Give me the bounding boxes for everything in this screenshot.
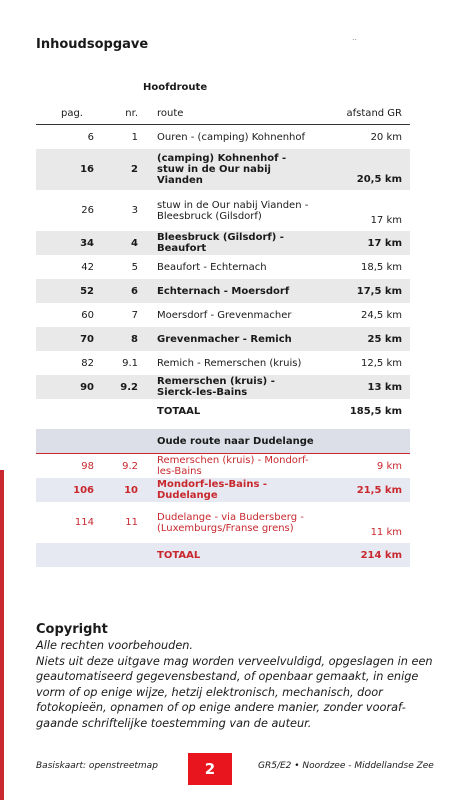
- total-label: TOTAAL: [157, 543, 312, 567]
- row-route: [157, 502, 312, 543]
- table-row[interactable]: [36, 375, 410, 399]
- row-route: [157, 190, 312, 231]
- row-number: 5: [131, 261, 138, 273]
- row-route: Echternach - Moersdorf: [157, 279, 312, 303]
- header-distance: afstand GR: [312, 102, 410, 125]
- row-number: 6: [94, 279, 157, 303]
- row-page: 90: [36, 375, 94, 399]
- row-number: 9.1: [122, 357, 138, 369]
- table-row[interactable]: [36, 255, 410, 279]
- total-row: [36, 399, 410, 423]
- total-label: TOTAAL: [157, 405, 201, 417]
- row-distance: 13 km: [312, 375, 410, 399]
- page-title: Inhoudsopgave: [36, 37, 149, 52]
- row-number: 7: [131, 309, 138, 321]
- old-route-title: Oude route naar Dudelange: [157, 429, 410, 454]
- table-row[interactable]: [36, 303, 410, 327]
- row-route: Remerschen (kruis) - Mondorf-les-Bains: [157, 455, 309, 477]
- row-distance: 20,5 km: [312, 149, 410, 190]
- row-route: Ouren - (camping) Kohnenhof: [157, 131, 306, 143]
- row-number: 8: [94, 327, 157, 351]
- row-distance: 17 km: [312, 231, 410, 255]
- row-distance: 21,5 km: [312, 478, 410, 502]
- table-row[interactable]: [36, 190, 410, 231]
- total-row: [36, 543, 410, 567]
- contents-table: [36, 102, 410, 567]
- table-row[interactable]: [36, 454, 410, 479]
- copyright-title: Copyright: [36, 622, 108, 637]
- row-number: 4: [94, 231, 157, 255]
- row-page: 70: [36, 327, 94, 351]
- table-row[interactable]: [36, 478, 410, 502]
- header-route: route: [157, 102, 312, 125]
- corner-dots: ..: [352, 33, 358, 42]
- row-route: Remerschen (kruis) - Sierck-les-Bains: [157, 375, 312, 399]
- row-route: Remich - Remerschen (kruis): [157, 357, 302, 369]
- row-page: 42: [81, 261, 94, 273]
- row-route-line-2: Bleesbruck (Gilsdorf): [157, 210, 262, 222]
- row-number: 10: [94, 478, 157, 502]
- row-number: 1: [131, 131, 138, 143]
- row-distance: 9 km: [376, 460, 402, 472]
- header-nr: nr.: [94, 102, 157, 125]
- copyright-text: [36, 638, 436, 732]
- header-pag: pag.: [36, 102, 94, 125]
- row-distance: 20 km: [370, 131, 402, 143]
- row-distance: 17,5 km: [312, 279, 410, 303]
- row-distance: 17 km: [370, 215, 402, 226]
- row-page: 34: [36, 231, 94, 255]
- row-route: Beaufort - Echternach: [157, 261, 267, 273]
- row-page: 82: [81, 357, 94, 369]
- table-row[interactable]: [36, 327, 410, 351]
- row-route: Grevenmacher - Remich: [157, 327, 312, 351]
- table-row[interactable]: [36, 125, 410, 150]
- row-page: 106: [36, 478, 94, 502]
- row-route: Bleesbruck (Gilsdorf) - Beaufort: [157, 231, 312, 255]
- page-number-badge: 2: [188, 753, 232, 785]
- row-distance: 25 km: [312, 327, 410, 351]
- row-number: 11: [125, 517, 138, 528]
- footer-basemap-credit: Basiskaart: openstreetmap: [36, 761, 158, 771]
- row-route-line-2: (Luxemburgs/Franse grens): [157, 522, 294, 534]
- row-route: Moersdorf - Grevenmacher: [157, 309, 292, 321]
- copyright-line-2: Niets uit deze uitgave mag worden verveelvuldigd, opgeslagen in een geautomatiseerd gegevensbestand, of openbaar gemaakt, in enige vorm of op enige wijze, hetzij elektronisch, mechanisch, door fotokopieën, opnamen of op enige andere manier, zonder vooraf-gaande schriftelijke toestemming van de auteur.: [36, 654, 433, 730]
- row-route-line-1: (camping) Kohnenhof -: [157, 153, 287, 164]
- row-route: [157, 149, 312, 190]
- row-route: Mondorf-les-Bains - Dudelange: [157, 478, 312, 502]
- total-value: 214 km: [312, 543, 410, 567]
- row-distance: 18,5 km: [361, 261, 402, 273]
- row-route-line-1: stuw in de Our nabij Vianden -: [157, 199, 309, 211]
- row-page: 114: [74, 517, 94, 528]
- row-distance: 24,5 km: [361, 309, 402, 321]
- old-route-header: [36, 429, 410, 454]
- row-number: 9.2: [94, 375, 157, 399]
- table-row[interactable]: [36, 279, 410, 303]
- left-edge-red-bar: [0, 470, 4, 800]
- table-row[interactable]: [36, 502, 410, 543]
- table-row[interactable]: [36, 351, 410, 375]
- row-number: 3: [131, 205, 138, 216]
- section-heading-main: Hoofdroute: [143, 82, 208, 93]
- total-value: 185,5 km: [349, 405, 402, 417]
- row-number: 9.2: [122, 460, 138, 472]
- row-page: 60: [81, 309, 94, 321]
- row-route-line-1: Dudelange - via Budersberg -: [157, 511, 304, 523]
- row-number: 2: [94, 149, 157, 190]
- row-page: 16: [36, 149, 94, 190]
- copyright-line-1: Alle rechten voorbehouden.: [36, 639, 194, 652]
- table-row[interactable]: [36, 149, 410, 190]
- table-header-row: [36, 102, 410, 125]
- table-row[interactable]: [36, 231, 410, 255]
- row-page: 6: [87, 131, 94, 143]
- row-page: 26: [81, 205, 94, 216]
- row-distance: 11 km: [370, 527, 402, 538]
- row-distance: 12,5 km: [361, 357, 402, 369]
- row-page: 98: [81, 460, 94, 472]
- row-route-line-2: stuw in de Our nabij Vianden: [157, 164, 271, 186]
- row-page: 52: [36, 279, 94, 303]
- footer-route-title: GR5/E2 • Noordzee - Middellandse Zee: [258, 761, 434, 771]
